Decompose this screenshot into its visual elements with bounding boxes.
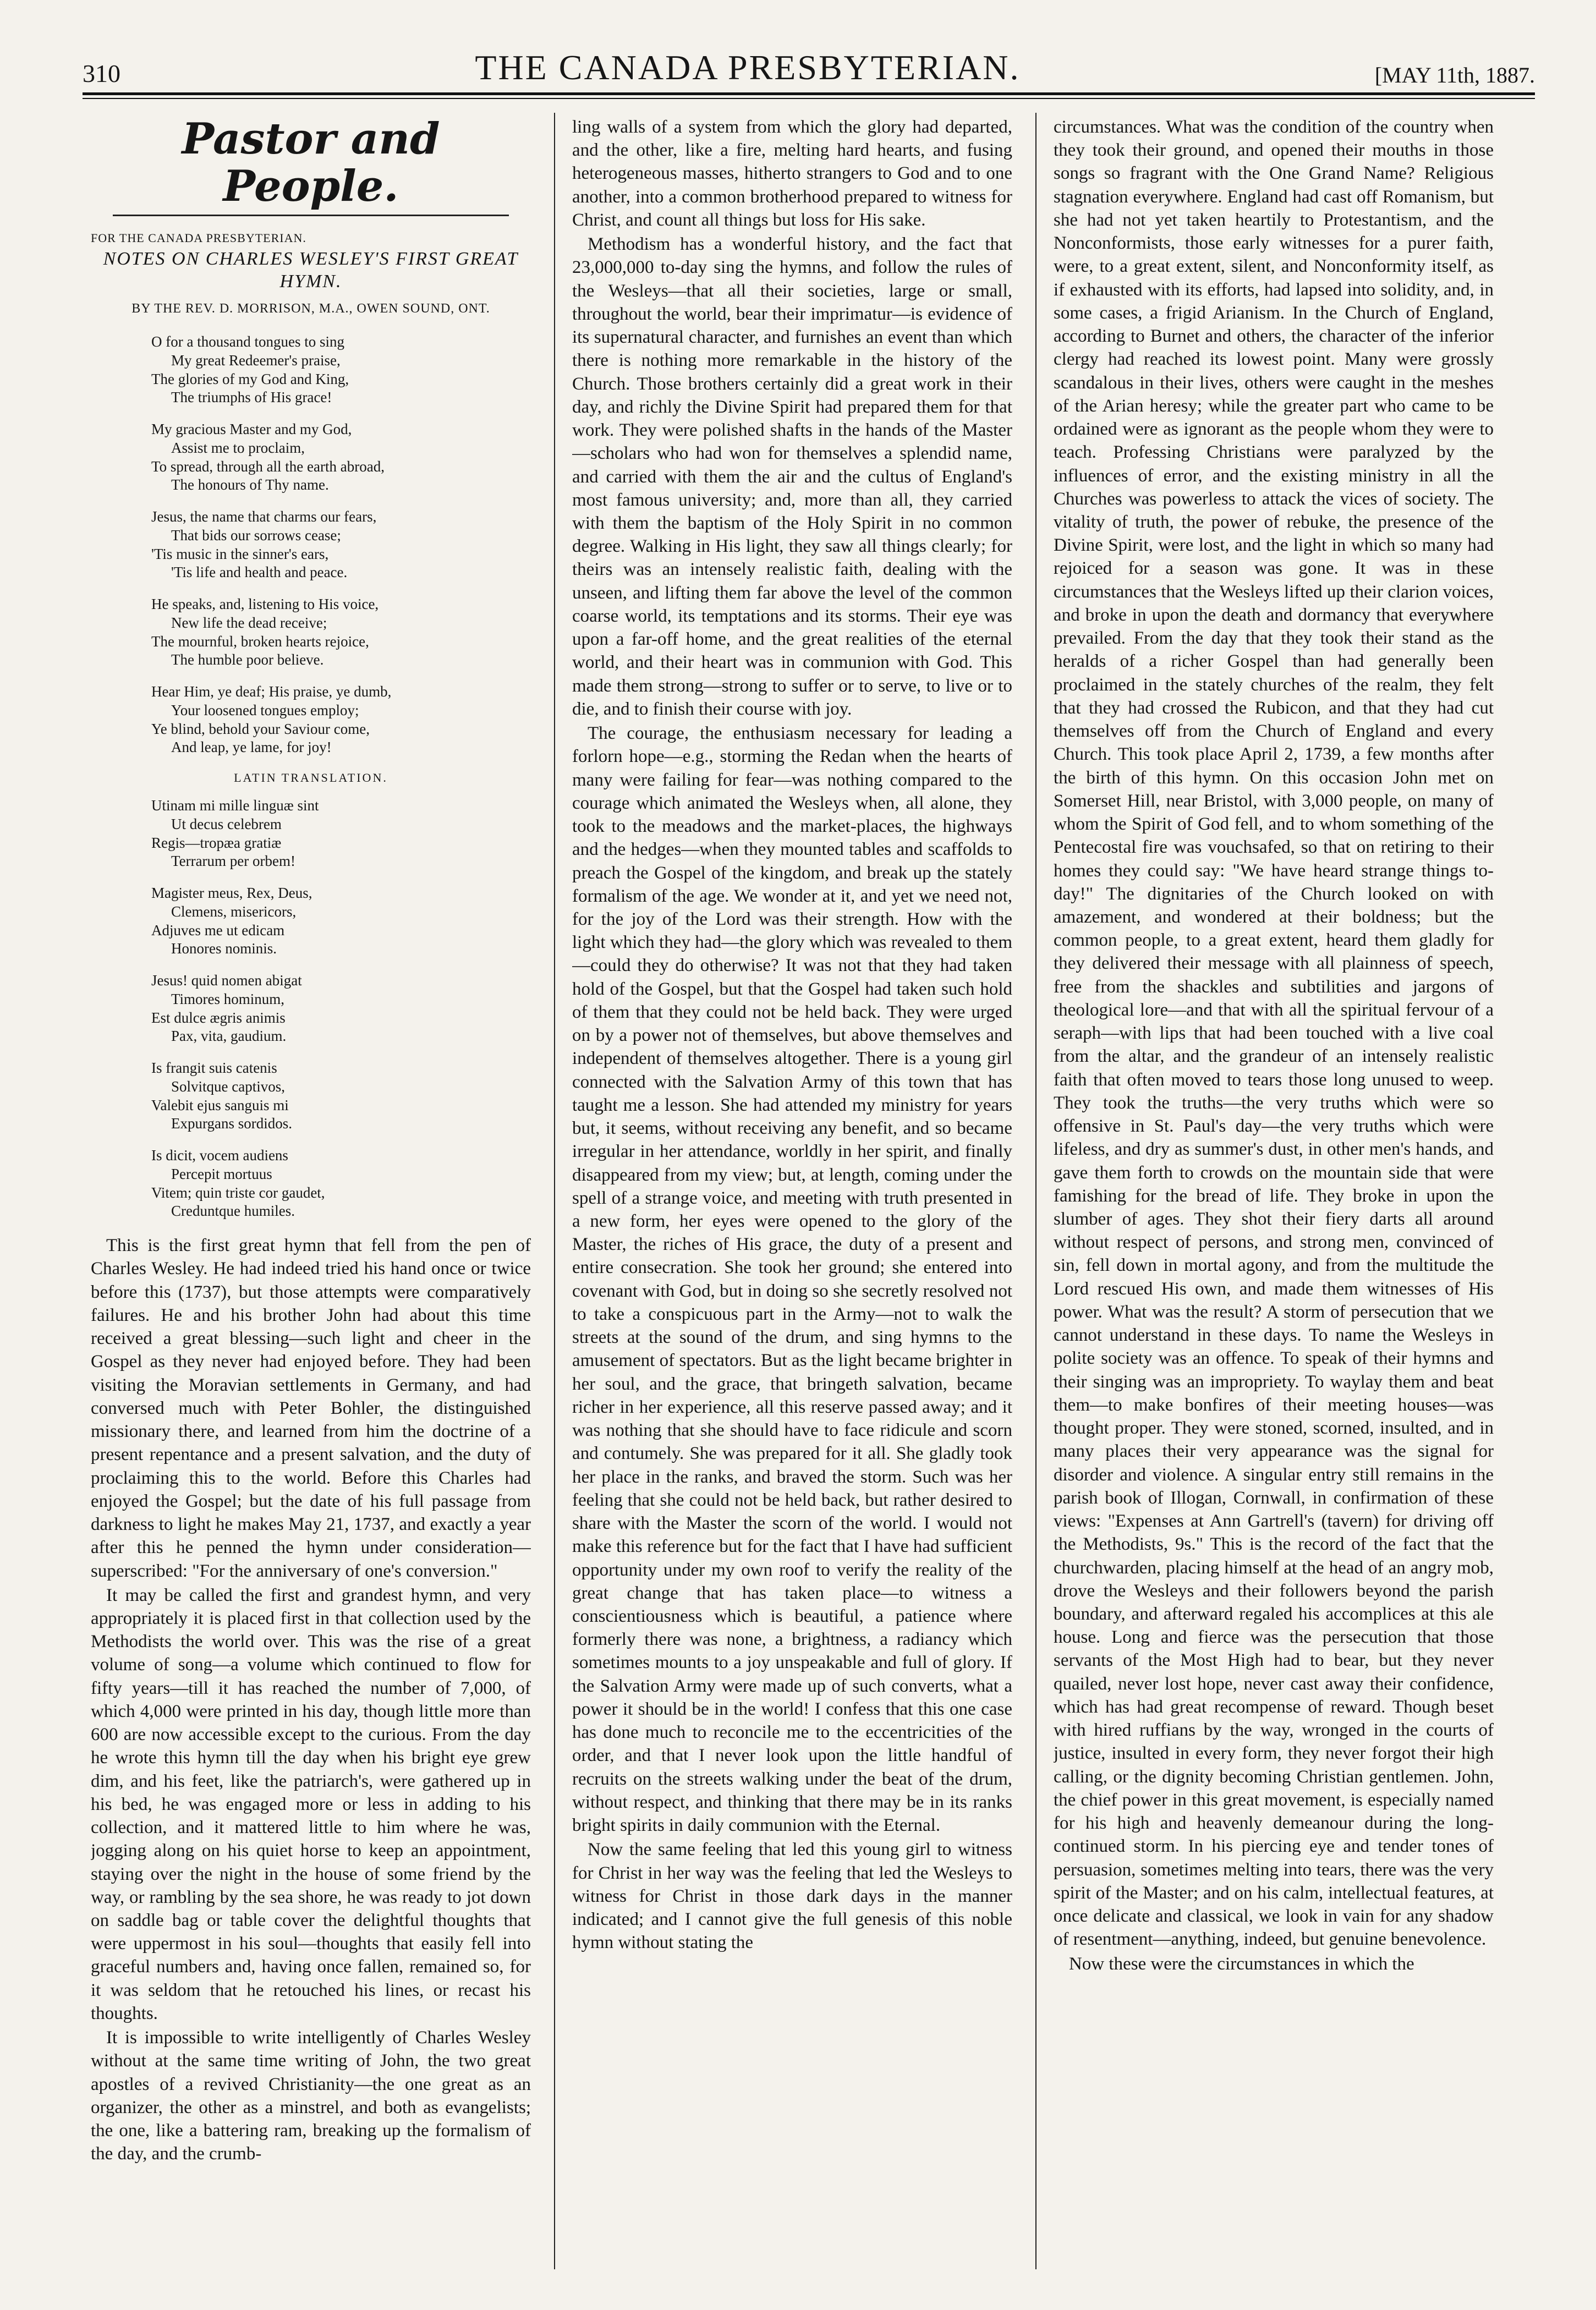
verse-line: Your loosened tongues employ; [171, 701, 359, 718]
verse-line: Ye blind, behold your Saviour come, [151, 720, 370, 737]
verse-line: New life the dead receive; [171, 614, 327, 631]
issue-date: [MAY 11th, 1887. [1374, 63, 1535, 87]
verse-line: My great Redeemer's praise, [171, 352, 341, 369]
verse-line: Creduntque humiles. [171, 1203, 295, 1220]
verse-line: Jesus! quid nomen abigat [151, 972, 302, 989]
verse-line: That bids our sorrows cease; [171, 526, 341, 544]
column-3 [1054, 116, 1494, 2261]
article-kicker: FOR THE CANADA PRESBYTERIAN. [91, 231, 306, 245]
verse-line: The glories of my God and King, [151, 370, 349, 387]
page-number: 310 [83, 59, 120, 87]
header-rule-thick [83, 92, 1535, 95]
hymn-english [91, 333, 531, 757]
verse-line: 'Tis life and health and peace. [171, 564, 348, 581]
stanza [151, 1059, 531, 1133]
verse-line: Percepit mortuus [171, 1165, 272, 1182]
verse-line: To spread, through all the earth abroad, [151, 458, 385, 475]
verse-line: My gracious Master and my God, [151, 421, 352, 438]
column-2 [572, 116, 1012, 2261]
verse-line: The triumphs of His grace! [171, 389, 332, 406]
column-3-body [1054, 116, 1494, 1976]
newspaper-title: THE CANADA PRESBYTERIAN. [475, 48, 1021, 87]
verse-line: Assist me to proclaim, [171, 439, 305, 456]
verse-line: He speaks, and, listening to His voice, [151, 596, 379, 613]
paragraph: It may be called the first and grandest hymn, and very appropriately it is placed first in that collection used by the Methodists the world over. This was the rise of a great volume of song—a volume which continued to flow for fifty years—till it has reached the number of 7,000, of which 4,000 were printed in his day, though little more than 600 are now accessible except to the curious. From the day he wrote this hymn till the day when his bright eye grew dim, and his feet, like the patriarch's, were gathered up in his bed, he was engaged more or less in adding to his collection, and it mattered little to him where he was, jogging along on his quiet horse to keep an appointment, staying over the night in the house of some friend by the way, or rambling by the sea shore, he was ready to jot down on saddle bag or table cover the delightful thoughts that were uppermost in his soul—thoughts that easily fell into graceful numbers and, having once fallen, remained so, for it was seldom that he retouched his lines, or recast his thoughts. [91, 1585, 531, 2023]
verse-line: Jesus, the name that charms our fears, [151, 508, 377, 525]
verse-line: Est dulce ægris animis [151, 1009, 286, 1026]
paragraph: It is impossible to write intelligently of Charles Wesley without at the same time writing of John, the two great apostles of a revived Christianity—the one great as an organizer, the other as a minstrel, and both as evangelists; the one, like a battering ram, breaking up the formalism of the day, and the crumb- [91, 2028, 531, 2164]
verse-line: The mournful, broken hearts rejoice, [151, 633, 369, 650]
verse-line: The honours of Thy name. [171, 476, 329, 493]
stanza [151, 508, 531, 582]
verse-line: And leap, ye lame, for joy! [171, 739, 332, 756]
column-rule [1035, 113, 1036, 2269]
article-title: NOTES ON CHARLES WESLEY'S FIRST GREAT HYMN. [103, 248, 519, 292]
stanza [151, 420, 531, 495]
verse-line: Ut decus celebrem [171, 815, 282, 832]
column-rule [554, 113, 555, 2269]
verse-line: Is dicit, vocem audiens [151, 1147, 288, 1164]
page-header [83, 30, 1535, 88]
paragraph: The courage, the enthusiasm necessary for leading a forlorn hope—e.g., storming the Redan when the hearts of many were failing for fear—was nothing compared to the courage which animated the Wesleys when, all alone, they took to the meadows and the market-places, the highways and the hedges—when they mounted tables and scaffolds to preach the Gospel of the kingdom, and break up the stately formalism of the age. We wonder at it, and yet we need not, for the joy of the Lord was their strength. How with the light which they had—the glory which was revealed to them—could they do otherwise? It was not that they had taken hold of the Gospel, but that the Gospel had taken such hold of them that they could not be held back. They were urged on by a power not of themselves, but above themselves and independent of themselves altogether. There is a young girl connected with the Salvation Army of this town that has taught me a lesson. She had attended my ministry for years but, it seems, without receiving any benefit, and so became irregular in her attendance, worldly in her spirit, and finally disappeared from my view; but, at length, coming under the spell of a strange voice, and meeting with truth presented in a new form, her eyes were opened to the glory of the Master, the riches of His grace, the duty of a present and entire consecration. She took her ground; she entered into covenant with God, but in doing so she secretly resolved not to take a conspicuous part in the Army—not to walk the streets at the sound of the drum, and sing hymns to the amusement of spectators. But as the light became brighter in her soul, and the grace, that bringeth salvation, became richer in her experience, all this reserve passed away; and it was nothing that she should have to face ridicule and scorn and contumely. She was prepared for it all. She gladly took her place in the ranks, and braved the storm. Such was her feeling that she could not be held back, but rather desired to share with the Master the scorn of the world. I would not make this reference but for the fact that I have had sufficient opportunity under my own roof to verify the reality of the great change that has taken place—to witness a conscientiousness which is beautiful, a patience where formerly there was none, a brightness, a radiancy which sometimes mounts to a joy unspeakable and full of glory. If the Salvation Army were made up of such converts, what a power it should be in the world! I confess that this one case has done much to reconcile me to the eccentricities of the order, and that I never look upon the little handful of recruits on the streets walking under the beat of the drum, without respect, and thinking that there may be in its ranks bright spirits in daily communion with the Eternal. [572, 723, 1012, 1836]
paragraph: Methodism has a wonderful history, and the fact that 23,000,000 to-day sing the hymns, and follow the rules of the Wesleys—that all their societies, large or small, throughout the world, bear their imprimatur—is evidence of its supernatural character, and furnishes an event than which there is nothing more remarkable in the history of the Church. Those brothers certainly did a great work in their day, and richly the Divine Spirit had prepared them for that work. They were polished shafts in the hands of the Master—scholars who had won for themselves a splendid name, and carried with them the air and the cultus of England's most famous university; and, more than all, they carried with them the baptism of the Holy Spirit in no common degree. Walking in His light, they saw all things clearly; for theirs was an intensely realistic faith, dealing with the unseen, and lifting them far above the level of the common coarse world, its temptations and its storms. Their eye was upon a far-off home, and the great realities of the eternal world, and their heart was in communion with God. This made them strong—strong to suffer or to serve, to live or to die, and to finish their course with joy. [572, 234, 1012, 719]
stanza [151, 797, 531, 871]
stanza [151, 972, 531, 1046]
stanza [151, 884, 531, 958]
hymn-latin [91, 797, 531, 1221]
verse-line: Clemens, misericors, [171, 903, 297, 920]
verse-line: Regis—tropæa gratiæ [151, 834, 282, 851]
paragraph: circumstances. What was the condition of the country when they took their ground, and opened their mouths in those songs so fragrant with the One Grand Name? Religious stagnation everywhere. England had cast off Romanism, but she had not yet taken heartily to Protestantism, and the Nonconformists, those early witnesses for a purer faith, were, to a great extent, silent, and Nonconformity itself, as if exhausted with its efforts, had lapsed into solidity, and, in some cases, a frigid Arianism. In the Church of England, according to Burnet and others, the character of the inferior clergy had reached its lowest point. Many were grossly scandalous in their lives, others were caught in the meshes of the Arian heresy; while the greater part who came to be ordained were as ignorant as the people whom they were to teach. Professing Christians were paralyzed by the influences of error, and the existing ministry in all the Churches was powerless to attack the vices of society. The vitality of truth, the power of rebuke, the presence of the Divine Spirit, were lost, and the light in which so many had rejoiced for a season was gone. It was in these circumstances that the Wesleys lifted up their clarion voices, and broke in upon the death and dormancy that everywhere prevailed. From the day that they took their stand as the heralds of a richer Gospel than had generally been proclaimed in the stately churches of the realm, they felt that they had crossed the Rubicon, and that they had cut themselves off from the Church of England and every Church. This took place April 2, 1739, a few months after the birth of this hymn. On this occasion John met on Somerset Hill, near Bristol, with 3,000 people, on many of whom the Spirit of God fell, and to whom something of the Pentecostal fire was vouchsafed, so that on retiring to their homes they could say: "We have heard strange things to-day!" The dignitaries of the Church looked on with amazement, and wondered at their boldness; but the common people, to a great extent, heard them gladly for they delivered their message with all plainness of speech, free from the shackles and subtilities and jargons of theological lore—and that with all the spiritual fervour of a seraph—with lips that had been touched with a live coal from the altar, and the grandeur of an intensely realistic faith that often moved to tears those long unused to weep. They took the truths—the very truths which were so offensive in St. Paul's day—the very truths which were lifeless, and dry as summer's dust, in other men's hands, and gave them forth to crowds on the mountain side that were famishing for the bread of life. They broke in upon the slumber of ages. They shot their fiery darts all around without respect of persons, and strong men, convinced of sin, fell down in mortal agony, and from the multitude the Lord rescued His own, and made them witnesses of His power. What was the result? A storm of persecution that we cannot understand in these days. To name the Wesleys in polite society was an offence. To speak of their hymns and their singing was an impropriety. To waylay them and beat them—to make bonfires of their meeting houses—was thought proper. They were stoned, scorned, insulted, and in many places their very appearance was the signal for disorder and violence. A singular entry still remains in the parish book of Illogan, Cornwall, in confirmation of these views: "Expenses at Ann Gartrell's (tavern) for driving off the Methodists, 9s." This is the record of the fact that the churchwarden, placing himself at the head of an angry mob, drove the Wesleys and their followers beyond the parish boundary, and afterward regaled his accomplices at this ale house. Long and fierce was the persecution that those servants of the Most High had to bear, but they never quailed, never lost hope, never cast away their confidence, which has had great recompense of reward. Though beset with hired ruffians by the way, wronged in the courts of justice, insulted in every form, they never forgot their high calling, or the dignity becoming Christian gentlemen. John, the chief power in this great movement, is especially named for his high and heavenly demeanour during the long-continued storm. In his piercing eye and tender tones of persuasion, sometimes melting into tears, there was the very spirit of the Master; and on his calm, intellectual features, at once delicate and classical, we look in vain for any shadow of resentment—anything, indeed, but genuine benevolence. [1054, 117, 1494, 1950]
verse-line: Timores hominum, [171, 990, 285, 1007]
verse-line: 'Tis music in the sinner's ears, [151, 545, 329, 562]
verse-line: Valebit ejus sanguis mi [151, 1096, 289, 1113]
paragraph: Now these were the circumstances in which the [1069, 1954, 1414, 1974]
stanza [151, 1146, 531, 1221]
verse-line: Expurgans sordidos. [171, 1115, 292, 1132]
verse-line: Magister meus, Rex, Deus, [151, 885, 312, 902]
verse-line: Utinam mi mille linguæ sint [151, 797, 319, 814]
verse-line: O for a thousand tongues to sing [151, 333, 344, 350]
verse-line: Adjuves me ut edicam [151, 921, 285, 939]
verse-line: Vitem; quin triste cor gaudet, [151, 1184, 325, 1201]
stanza [151, 333, 531, 407]
column-2-body [572, 116, 1012, 1955]
latin-heading: LATIN TRANSLATION. [234, 771, 388, 785]
verse-line: The humble poor believe. [171, 651, 324, 668]
verse-line: Terrarum per orbem! [171, 853, 295, 870]
article-byline: BY THE REV. D. MORRISON, M.A., OWEN SOUND, ONT. [131, 301, 490, 316]
section-rule [113, 215, 509, 216]
stanza [151, 683, 531, 757]
section-title: Pastor and People. [182, 116, 440, 211]
stanza [151, 595, 531, 670]
verse-line: Solvitque captivos, [171, 1078, 285, 1095]
paragraph: This is the first great hymn that fell from the pen of Charles Wesley. He had indeed tried his hand once or twice before this (1737), but those attempts were comparatively failures. He and his brother John had about this time received a great blessing—such light and cheer in the Gospel as they never had enjoyed before. They had been visiting the Moravian settlements in Germany, and had conversed much with Peter Bohler, the distinguished missionary there, and learned from him the doctrine of a present repentance and a present salvation, and the duty of proclaiming this to the world. Before this Charles had enjoyed the Gospel; but the date of his full passage from darkness to light he makes May 21, 1737, and exactly a year after this he penned the hymn under consideration—superscribed: "For the anniversary of one's conversion." [91, 1236, 531, 1581]
verse-line: Pax, vita, gaudium. [171, 1028, 287, 1045]
column-1-body [91, 1234, 531, 2165]
verse-line: Hear Him, ye deaf; His praise, ye dumb, [151, 683, 392, 700]
header-rule-thin [83, 98, 1535, 99]
column-1 [91, 116, 531, 2261]
verse-line: Honores nominis. [171, 940, 277, 957]
paragraph: Now the same feeling that led this young girl to witness for Christ in her way was the feeling that led the Wesleys to witness for Christ in those dark days in the manner indicated; and I cannot give the full genesis of this noble hymn without stating the [572, 1840, 1012, 1953]
verse-line: Is frangit suis catenis [151, 1060, 277, 1077]
paragraph: ling walls of a system from which the glory had departed, and the other, like a fire, melting hard hearts, and fusing heterogeneous masses, hitherto strangers to God and to one another, into a common brotherhood prepared to witness for Christ, and count all things but loss for His sake. [572, 117, 1012, 230]
